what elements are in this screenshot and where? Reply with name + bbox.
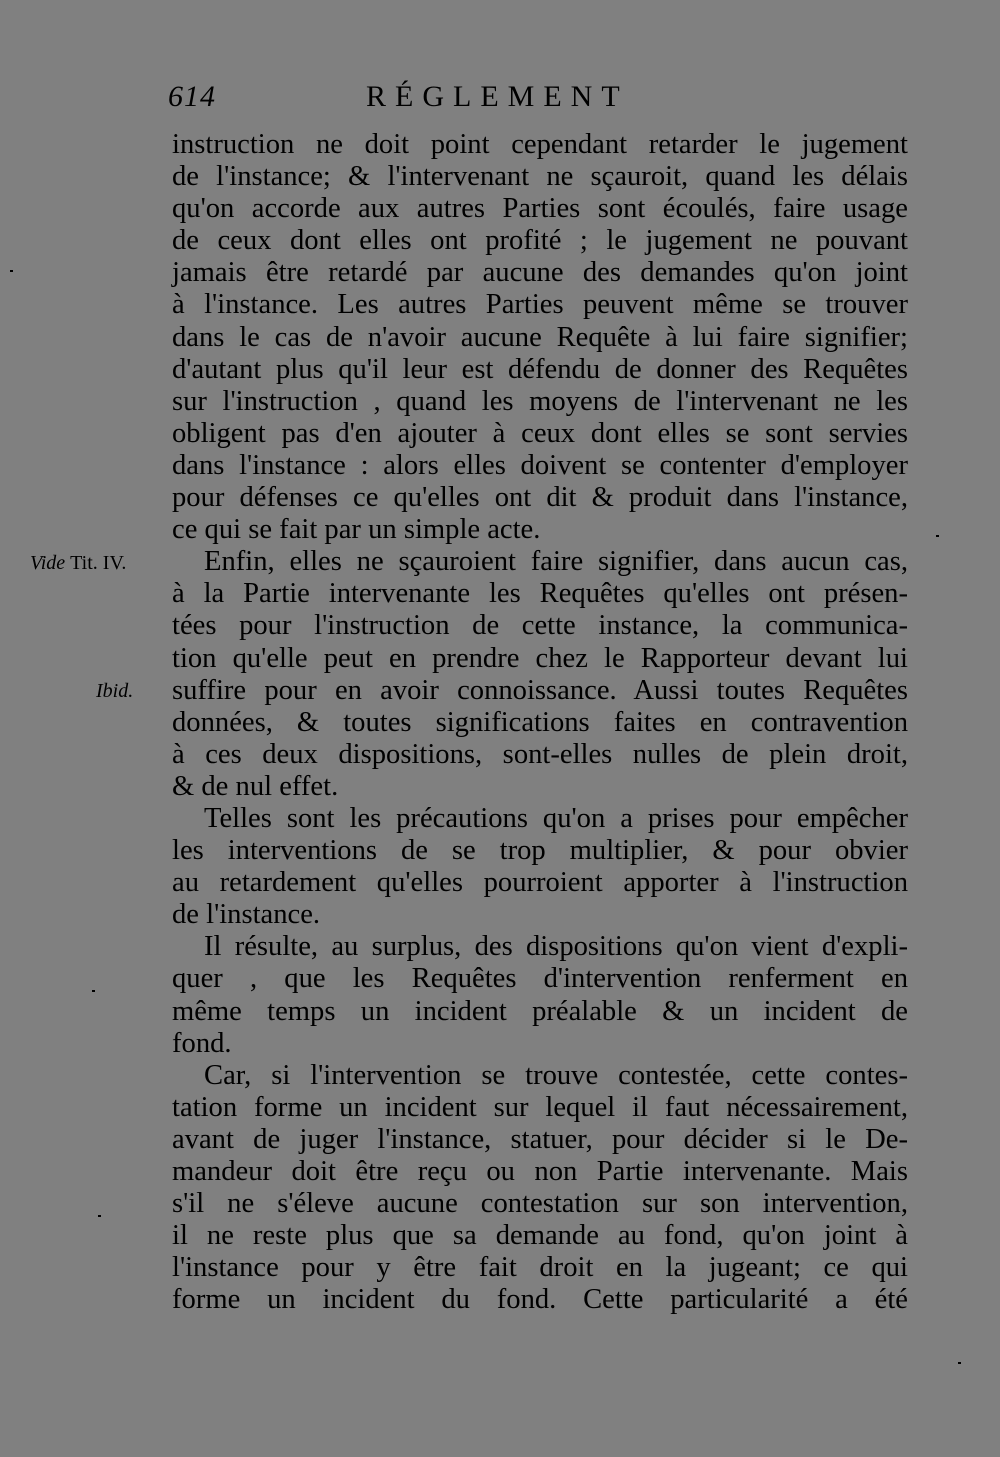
text-line: mandeur doit être reçu ou non Partie intervenante. Mais xyxy=(172,1156,908,1187)
text-line: tion qu'elle peut en prendre chez le Rapporteur devant lui xyxy=(172,642,908,674)
text-line: suffire pour en avoir connoissance. Aussi toutes Requêtes xyxy=(172,674,908,706)
text-line: fond. xyxy=(172,1027,232,1059)
text-line: à la Partie intervenante les Requêtes qu'elles ont présen- xyxy=(172,578,908,610)
text-line: Il résulte, au surplus, des dispositions qu'on vient d'expli- xyxy=(204,931,908,963)
text-line: pour défenses ce qu'elles ont dit & produit dans l'instance, xyxy=(172,482,908,514)
text-line: tées pour l'instruction de cette instance, la communica- xyxy=(172,610,908,642)
text-line: qu'on accorde aux autres Parties sont écoulés, faire usage xyxy=(172,193,908,225)
text-line: d'autant plus qu'il leur est défendu de donner des Requêtes xyxy=(172,353,908,385)
text-line: les interventions de se trop multiplier, & pour obvier xyxy=(172,835,908,867)
margin-note-vide xyxy=(30,552,126,575)
text-line: de l'instance; & l'intervenant ne sçauroit, quand les délais xyxy=(172,161,908,193)
print-speck xyxy=(958,1362,961,1364)
text-line: à l'instance. Les autres Parties peuvent même se trouver xyxy=(172,289,908,321)
text-line: forme un incident du fond. Cette particularité a été xyxy=(172,1284,908,1316)
page-number: 614 xyxy=(168,80,216,113)
text-line: jamais être retardé par aucune des demandes qu'on joint xyxy=(172,257,908,289)
page-header xyxy=(168,80,908,124)
text-line: avant de juger l'instance, statuer, pour décider si le De- xyxy=(172,1123,908,1155)
text-line: tation forme un incident sur lequel il faut nécessairement, xyxy=(172,1091,908,1123)
text-line: même temps un incident préalable & un incident de xyxy=(172,995,908,1027)
body-text xyxy=(172,129,908,1316)
text-line: Enfin, elles ne sçauroient faire signifier, dans aucun cas, xyxy=(204,546,908,578)
text-line: obligent pas d'en ajouter à ceux dont elles se sont servies xyxy=(172,417,908,449)
text-line: dans l'instance : alors elles doivent se contenter d'employer xyxy=(172,449,908,481)
print-speck xyxy=(98,1215,101,1217)
running-title: RÉGLEMENT xyxy=(366,80,629,113)
text-line: de l'instance. xyxy=(172,899,321,931)
text-line: sur l'instruction , quand les moyens de l'intervenant ne les xyxy=(172,385,908,417)
text-line: quer , que les Requêtes d'intervention renferment en xyxy=(172,963,908,995)
margin-note-italic: Ibid. xyxy=(96,680,134,702)
text-line: au retardement qu'elles pourroient apporter à l'instruction xyxy=(172,867,908,899)
text-line: instruction ne doit point cependant retarder le jugement xyxy=(172,129,908,160)
margin-note-italic: Vide xyxy=(30,552,66,574)
print-speck xyxy=(936,535,939,537)
print-speck xyxy=(92,990,95,992)
text-line: dans le cas de n'avoir aucune Requête à lui faire signifier; xyxy=(172,321,908,353)
text-line: & de nul effet. xyxy=(172,770,339,802)
text-line: il ne reste plus que sa demande au fond, qu'on joint à xyxy=(172,1220,908,1252)
text-line: l'instance pour y être fait droit en la jugeant; ce qui xyxy=(172,1252,908,1284)
text-line: à ces deux dispositions, sont-elles nulles de plein droit, xyxy=(172,738,908,770)
text-line: Telles sont les précautions qu'on a prises pour empêcher xyxy=(204,802,908,834)
margin-note-roman: Tit. IV. xyxy=(70,552,127,574)
text-line: s'il ne s'éleve aucune contestation sur son intervention, xyxy=(172,1188,908,1220)
text-line: données, & toutes significations faites en contravention xyxy=(172,706,908,738)
print-speck xyxy=(10,270,13,272)
text-line: ce qui se fait par un simple acte. xyxy=(172,514,541,546)
text-line: de ceux dont elles ont profité ; le jugement ne pouvant xyxy=(172,225,908,257)
margin-note-ibid xyxy=(96,680,133,703)
text-line: Car, si l'intervention se trouve contestée, cette contes- xyxy=(204,1059,908,1091)
